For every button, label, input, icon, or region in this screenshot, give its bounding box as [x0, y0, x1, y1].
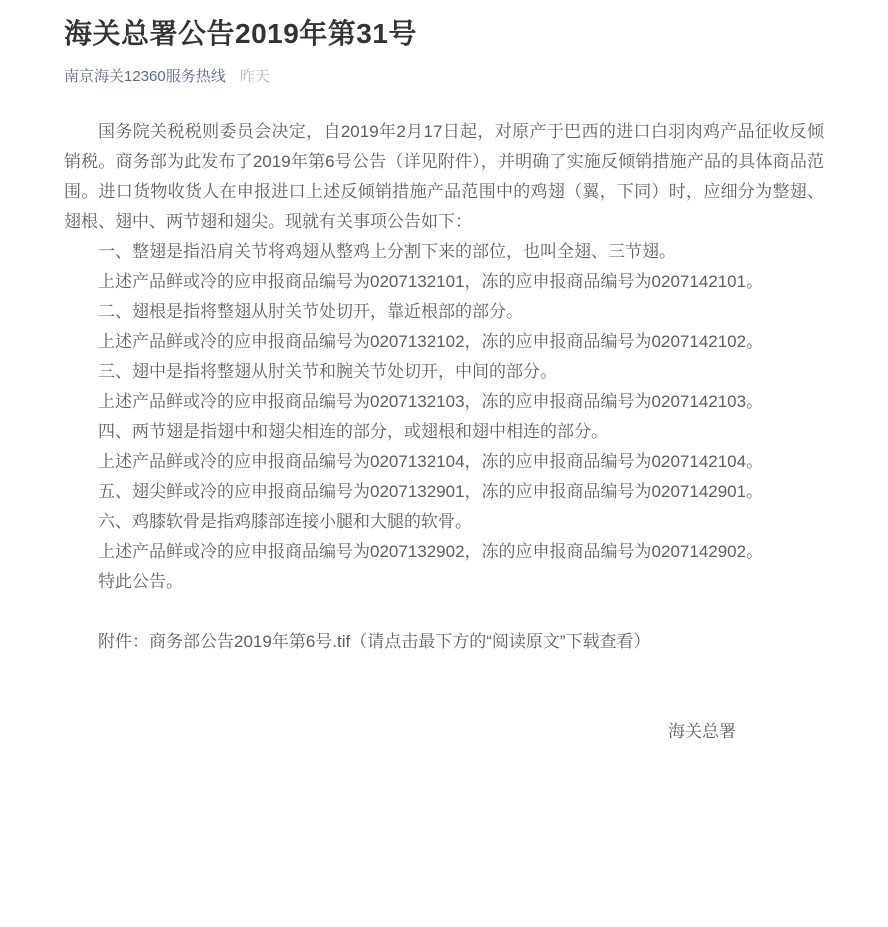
paragraph: 三、翅中是指将整翅从肘关节和腕关节处切开，中间的部分。	[98, 362, 557, 381]
signature: 海关总署	[668, 722, 736, 741]
attachment-note: 附件：商务部公告2019年第6号.tif（请点击最下方的“阅读原文”下载查看）	[98, 632, 651, 651]
paragraph: 上述产品鲜或冷的应申报商品编号为0207132104，冻的应申报商品编号为0207142104。	[98, 452, 764, 471]
paragraph: 二、翅根是指将整翅从肘关节处切开，靠近根部的部分。	[98, 302, 523, 321]
paragraph: 特此公告。	[98, 572, 183, 591]
paragraph: 国务院关税税则委员会决定，自2019年2月17日起，对原产于巴西的进口白羽肉鸡产品征收反倾销税。商务部为此发布了2019年第6号公告（详见附件），并明确了实施反倾销措施产品的具体商品范围。进口货物收货人在申报进口上述反倾销措施产品范围中的鸡翅（翼，下同）时，应细分为整翅、翅根、翅中、两节翅和翅尖。现就有关事项公告如下：	[64, 122, 824, 231]
paragraph: 一、整翅是指沿肩关节将鸡翅从整鸡上分割下来的部位，也叫全翅、三节翅。	[98, 242, 676, 261]
paragraph: 五、翅尖鲜或冷的应申报商品编号为0207132901，冻的应申报商品编号为0207142901。	[98, 482, 764, 501]
article-title: 海关总署公告2019年第31号	[64, 18, 417, 49]
byline	[64, 66, 824, 87]
paragraph: 上述产品鲜或冷的应申报商品编号为0207132102，冻的应申报商品编号为0207142102。	[98, 332, 764, 351]
article-body	[64, 117, 824, 747]
paragraph: 四、两节翅是指翅中和翅尖相连的部分，或翅根和翅中相连的部分。	[98, 422, 608, 441]
publish-date: 昨天	[239, 68, 270, 85]
paragraph: 上述产品鲜或冷的应申报商品编号为0207132902，冻的应申报商品编号为0207142902。	[98, 542, 764, 561]
account-name-link[interactable]: 南京海关12360服务热线	[64, 68, 226, 85]
paragraph: 上述产品鲜或冷的应申报商品编号为0207132103，冻的应申报商品编号为0207142103。	[98, 392, 764, 411]
paragraph: 上述产品鲜或冷的应申报商品编号为0207132101，冻的应申报商品编号为0207142101。	[98, 272, 764, 291]
paragraph: 六、鸡膝软骨是指鸡膝部连接小腿和大腿的软骨。	[98, 512, 472, 531]
